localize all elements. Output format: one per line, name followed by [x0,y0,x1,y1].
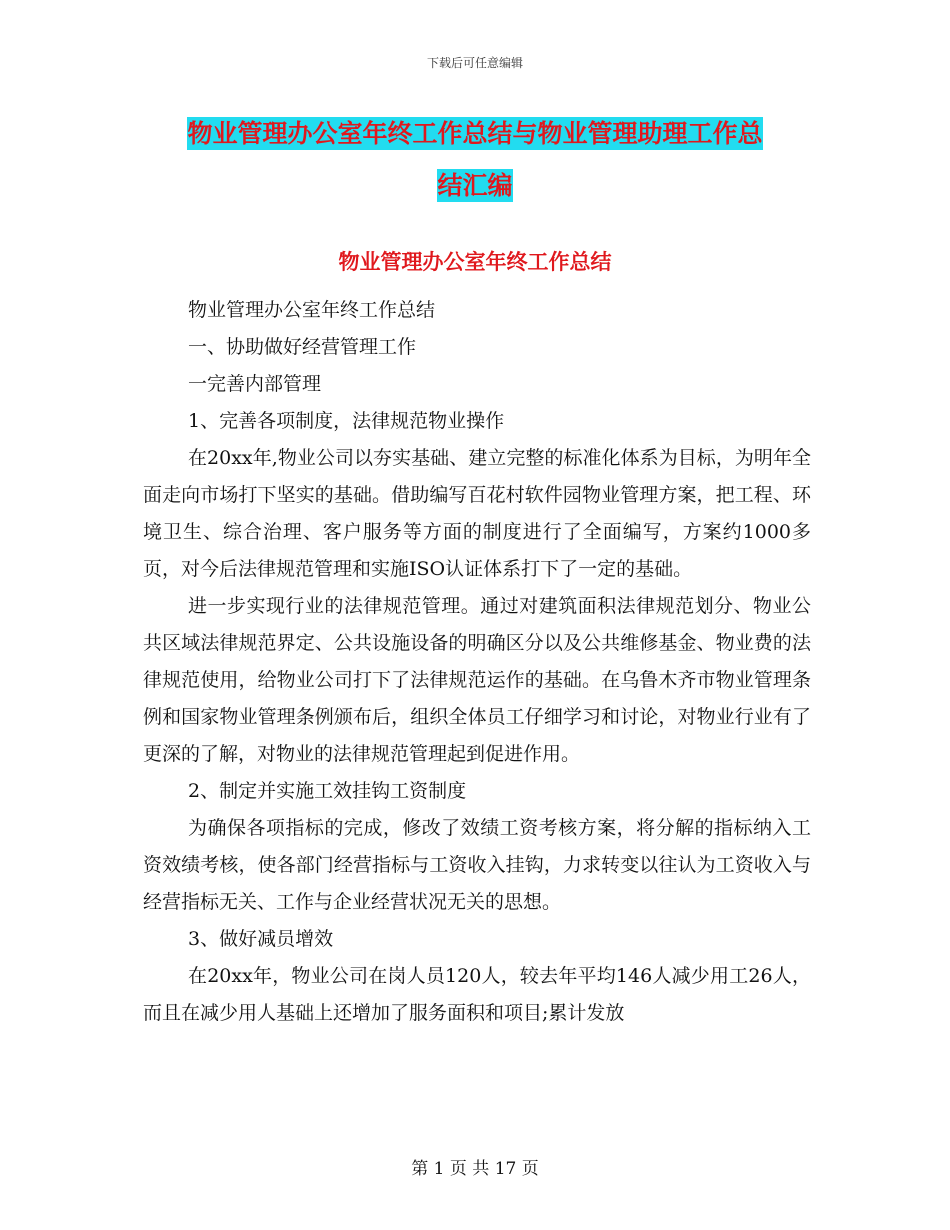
heading-item-2: 2、制定并实施工效挂钩工资制度 [188,780,467,802]
paragraph: 为确保各项指标的完成，修改了效绩工资考核方案，将分解的指标纳入工资效绩考核，使各部门经营指标与工资收入挂钩，力求转变以往认为工资收入与经营指标无关、工作与企业经营状况无关的思想。 [143,817,811,913]
document-body [143,292,811,1032]
page-header-note: 下载后可任意编辑 [426,56,523,70]
document-main-title [140,108,810,212]
heading-item-1: 1、完善各项制度，法律规范物业操作 [188,410,505,432]
paragraph: 在20xx年,物业公司以夯实基础、建立完整的标准化体系为目标，为明年全面走向市场打下坚实的基础。借助编写百花村软件园物业管理方案，把工程、环境卫生、综合治理、客户服务等方面的制度进行了全面编写，方案约1000多页，对今后法律规范管理和实施ISO认证体系打下了一定的基础。 [143,447,811,580]
main-title-line-1: 物业管理办公室年终工作总结与物业管理助理工作总 [187,119,763,148]
main-title-line-2: 结汇编 [437,171,513,200]
paragraph: 在20xx年，物业公司在岗人员120人，较去年平均146人减少用工26人，而且在减少用人基础上还增加了服务面积和项目;累计发放 [143,965,811,1024]
heading-item-3: 3、做好减员增效 [188,928,334,950]
page-number-footer: 第 1 页 共 17 页 [411,1159,539,1179]
paragraph: 进一步实现行业的法律规范管理。通过对建筑面积法律规范划分、物业公共区域法律规范界定、公共设施设备的明确区分以及公共维修基金、物业费的法律规范使用，给物业公司打下了法律规范运作的基础。在乌鲁木齐市物业管理条例和国家物业管理条例颁布后，组织全体员工仔细学习和讨论，对物业行业有了更深的了解，对物业的法律规范管理起到促进作用。 [143,595,811,765]
heading-level-1: 一、协助做好经营管理工作 [188,336,417,358]
section-title: 物业管理办公室年终工作总结 [338,250,612,274]
heading-level-2: 一完善内部管理 [188,373,322,395]
body-subtitle: 物业管理办公室年终工作总结 [188,299,436,321]
